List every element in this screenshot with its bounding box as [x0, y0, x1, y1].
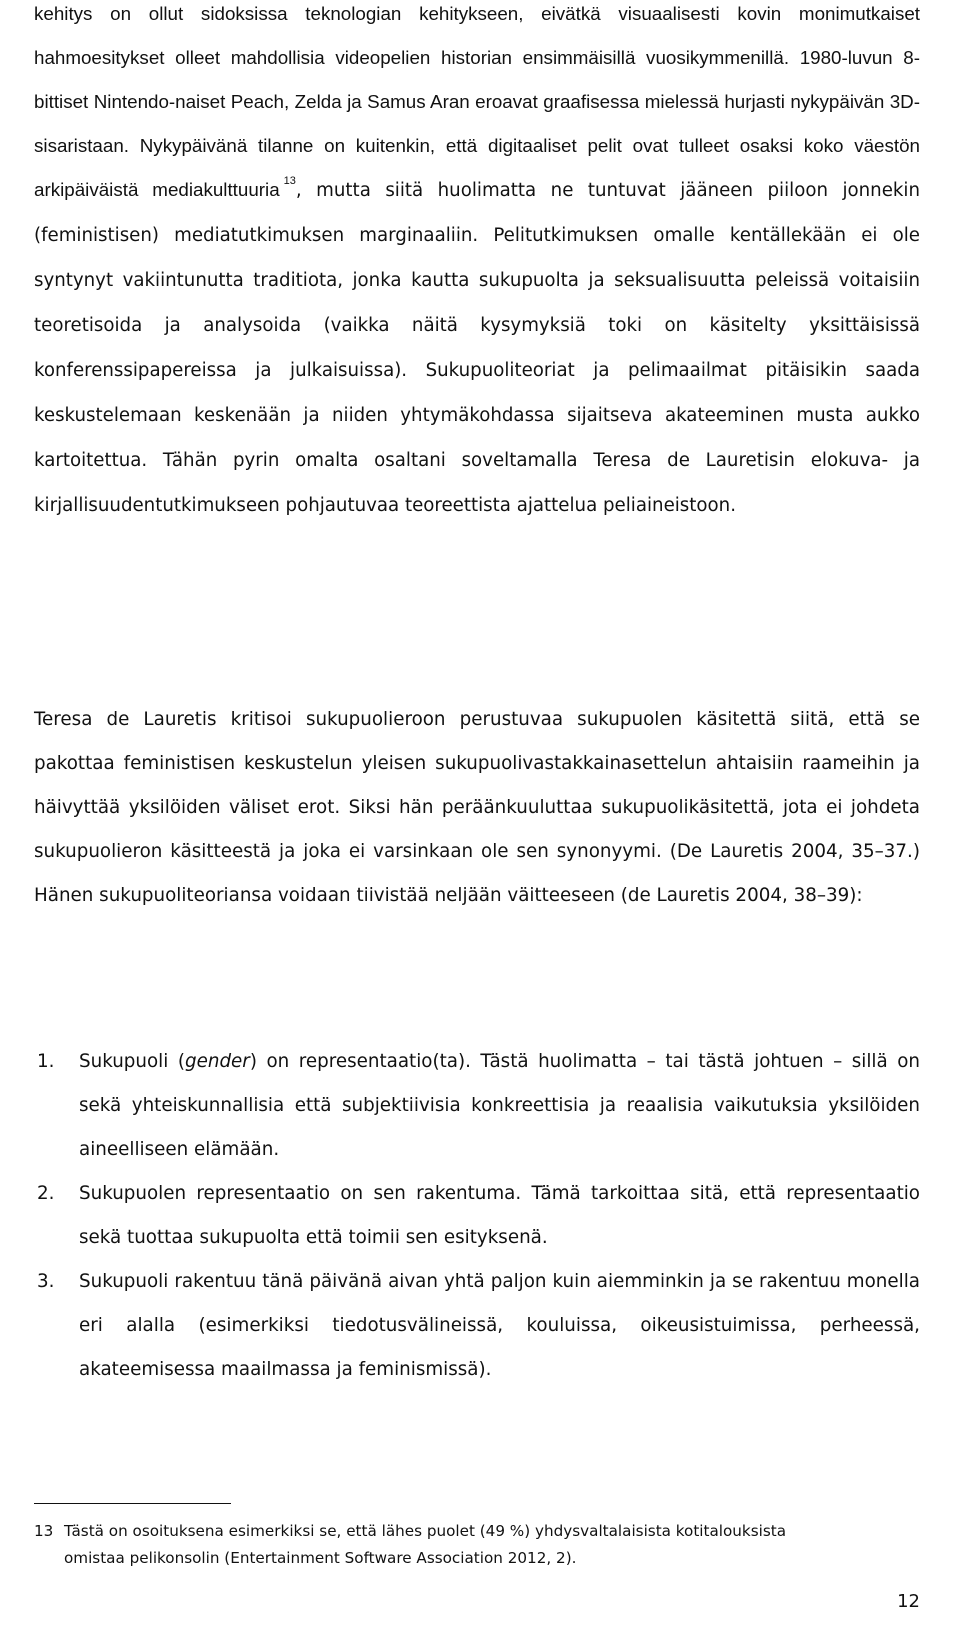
footnote-number: 13	[34, 1522, 54, 1540]
footnote-separator	[34, 1503, 231, 1504]
list-item-text: Sukupuoli rakentuu tänä päivänä aivan yhtä paljon kuin aiemminkin ja se rakentuu monella eri alalla (esimerkiksi tiedotusvälineissä, kouluissa, oikeusistuimissa, perheessä, akateemisessa maailmassa ja feminismissä).	[79, 1271, 920, 1380]
paragraph-1-text-a: kehitys on ollut sidoksissa teknologian kehitykseen, eivätkä visuaalisesti kovin monimutkaiset hahmoesitykset olleet mahdollisia videopelien historian ensimmäisillä vuosikymmenillä. 1980-luvun 8-bittiset Nintendo-naiset Peach, Zelda ja Samus Aran eroavat graafisessa mielessä hurjasti nykypäivän 3D-sisaristaan. Nykypäivänä tilanne on kuitenkin, että digitaaliset pelit ovat tulleet osaksi koko väestön arkipäiväistä mediakulttuuria	[34, 3, 920, 200]
footnote-line-2: omistaa pelikonsolin (Entertainment Software Association 2012, 2).	[64, 1549, 577, 1567]
body-paragraph-1	[34, 0, 920, 528]
list-item-number: 1.	[37, 1051, 55, 1072]
claims-list	[34, 1040, 920, 1392]
list-item	[34, 1040, 920, 1172]
list-item	[34, 1172, 920, 1260]
list-item-text-before: Sukupuoli (	[79, 1051, 185, 1072]
footnote	[34, 1518, 920, 1572]
list-item-emphasis: gender	[185, 1051, 250, 1072]
list-item-text-after: ) on representaatio(ta). Tästä huolimatta – tai tästä johtuen – sillä on sekä yhteiskunnallisia että subjektiivisia konkreettisia ja reaalisia vaikutuksia yksilöiden aineelliseen elämään.	[79, 1051, 921, 1160]
page-number: 12	[897, 1591, 920, 1612]
footnote-reference: 13	[283, 175, 296, 187]
list-item	[34, 1260, 920, 1392]
list-item-number: 2.	[37, 1183, 55, 1204]
list-item-text: Sukupuolen representaatio on sen rakentuma. Tämä tarkoittaa sitä, että representaatio sekä tuottaa sukupuolta että toimii sen esityksenä.	[79, 1183, 920, 1248]
footnote-line-1: Tästä on osoituksena esimerkiksi se, että lähes puolet (49 %) yhdysvaltalaisista kotitalouksista	[64, 1522, 787, 1540]
paragraph-1-text-b: , mutta siitä huolimatta ne tuntuvat jääneen piiloon jonnekin (feministisen) mediatutkimuksen marginaaliin. Pelitutkimuksen omalle kentällekään ei ole syntynyt vakiintunutta traditiota, jonka kautta sukupuolta ja seksualisuutta peleissä voitaisiin teoretisoida ja analysoida (vaikka näitä kysymyksiä toki on käsitelty yksittäisissä konferenssipapereissa ja julkaisuissa). Sukupuoliteoriat ja pelimaailmat pitäisikin saada keskustelemaan keskenään ja niiden yhtymäkohdassa sijaitseva akateeminen musta aukko kartoitettua. Tähän pyrin omalta osaltani soveltamalla Teresa de Lauretisin elokuva- ja kirjallisuudentutkimukseen pohjautuvaa teoreettista ajattelua peliaineistoon.	[34, 180, 921, 516]
body-paragraph-2: Teresa de Lauretis kritisoi sukupuolieroon perustuvaa sukupuolen käsitettä siitä, että se pakottaa feministisen keskustelun yleisen sukupuolivastakkainasettelun ahtaisiin raameihin ja häivyttää yksilöiden väliset erot. Siksi hän peräänkuuluttaa sukupuolikäsitettä, jota ei johdeta sukupuolieron käsitteestä ja joka ei varsinkaan ole sen synonyymi. (De Lauretis 2004, 35–37.) Hänen sukupuoliteoriansa voidaan tiivistää neljään väitteeseen (de Lauretis 2004, 38–39):	[34, 709, 920, 906]
list-item-number: 3.	[37, 1271, 55, 1292]
